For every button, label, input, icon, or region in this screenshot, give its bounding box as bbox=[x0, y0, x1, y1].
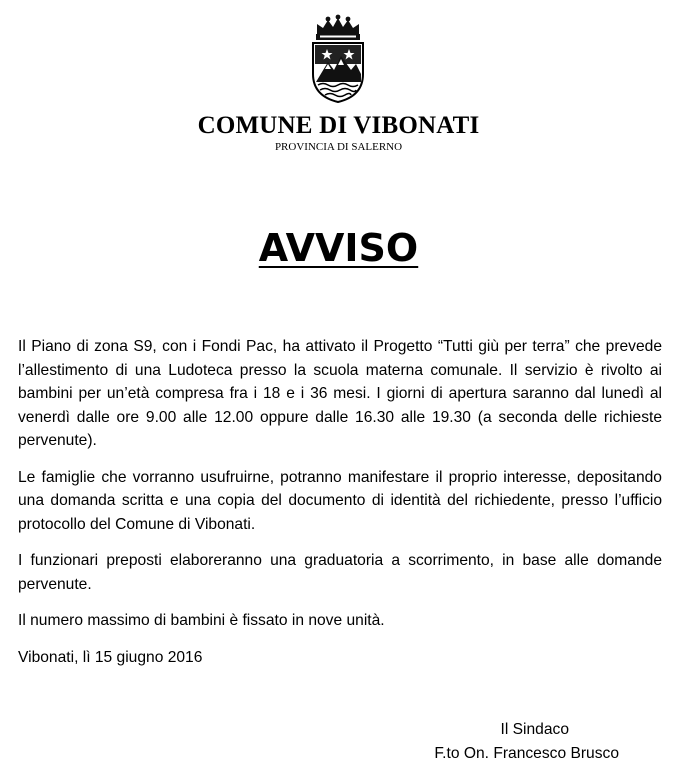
paragraph-application: Le famiglie che vorranno usufruirne, potranno manifestare il proprio interesse, depositando una domanda scritta e una copia del documento di identità del richiedente, presso l’ufficio protocollo del Comune di Vibonati. bbox=[18, 468, 662, 533]
paragraph-capacity: Il numero massimo di bambini è fissato in nove unità. bbox=[18, 612, 385, 629]
signer-role: Il Sindaco bbox=[500, 721, 569, 738]
signature-block bbox=[434, 718, 619, 765]
paragraph-ranking: I funzionari preposti elaboreranno una graduatoria a scorrimento, in base alle domande pervenute. bbox=[18, 552, 662, 593]
notice-body bbox=[18, 335, 662, 682]
province-name: PROVINCIA DI SALERNO bbox=[274, 141, 403, 153]
place-date: Vibonati, lì 15 giugno 2016 bbox=[18, 648, 203, 666]
paragraph-project: Il Piano di zona S9, con i Fondi Pac, ha attivato il Progetto “Tutti giù per terra” che prevede l’allestimento di una Ludoteca presso la scuola materna comunale. Il servizio è rivolto ai bambini per un’età compresa fra i 18 e i 36 mesi. I giorni di apertura saranno dal lunedì al venerdì dalle ore 9.00 alle 12.00 oppure dalle 16.30 alle 19.30 (a seconda delle richieste pervenute). bbox=[18, 338, 662, 449]
municipality-name: COMUNE DI VIBONATI bbox=[197, 112, 480, 139]
crown-icon bbox=[316, 15, 360, 40]
signer-name: F.to On. Francesco Brusco bbox=[434, 744, 619, 762]
municipal-crest bbox=[303, 14, 373, 104]
notice-title: AVVISO bbox=[258, 226, 419, 270]
